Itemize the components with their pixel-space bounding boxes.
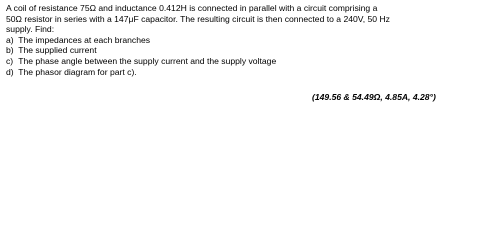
question-item-c [6, 56, 492, 67]
item-marker: a) [6, 34, 14, 45]
answer-text: (149.56 & 54.49Ω, 4.85A, 4.28°) [312, 92, 436, 102]
item-marker: b) [6, 45, 14, 56]
item-text: The phase angle between the supply current and the supply voltage [18, 55, 277, 66]
question-item-b [6, 45, 492, 56]
problem-line-2: 50Ω resistor in series with a 147μF capacitor. The resulting circuit is then connected to a 240V, 50 Hz [6, 13, 390, 24]
problem-text [6, 3, 492, 77]
question-item-a [6, 35, 492, 46]
problem-line-3: supply. Find: [6, 24, 55, 35]
problem-line-1: A coil of resistance 75Ω and inductance 0.412H is connected in parallel with a circuit comprising a [6, 3, 378, 13]
item-marker: d) [6, 66, 14, 77]
item-marker: c) [6, 55, 14, 66]
item-text: The impedances at each branches [18, 34, 151, 45]
item-text: The supplied current [18, 45, 97, 56]
item-text: The phasor diagram for part c). [18, 66, 137, 77]
question-item-d [6, 67, 492, 78]
